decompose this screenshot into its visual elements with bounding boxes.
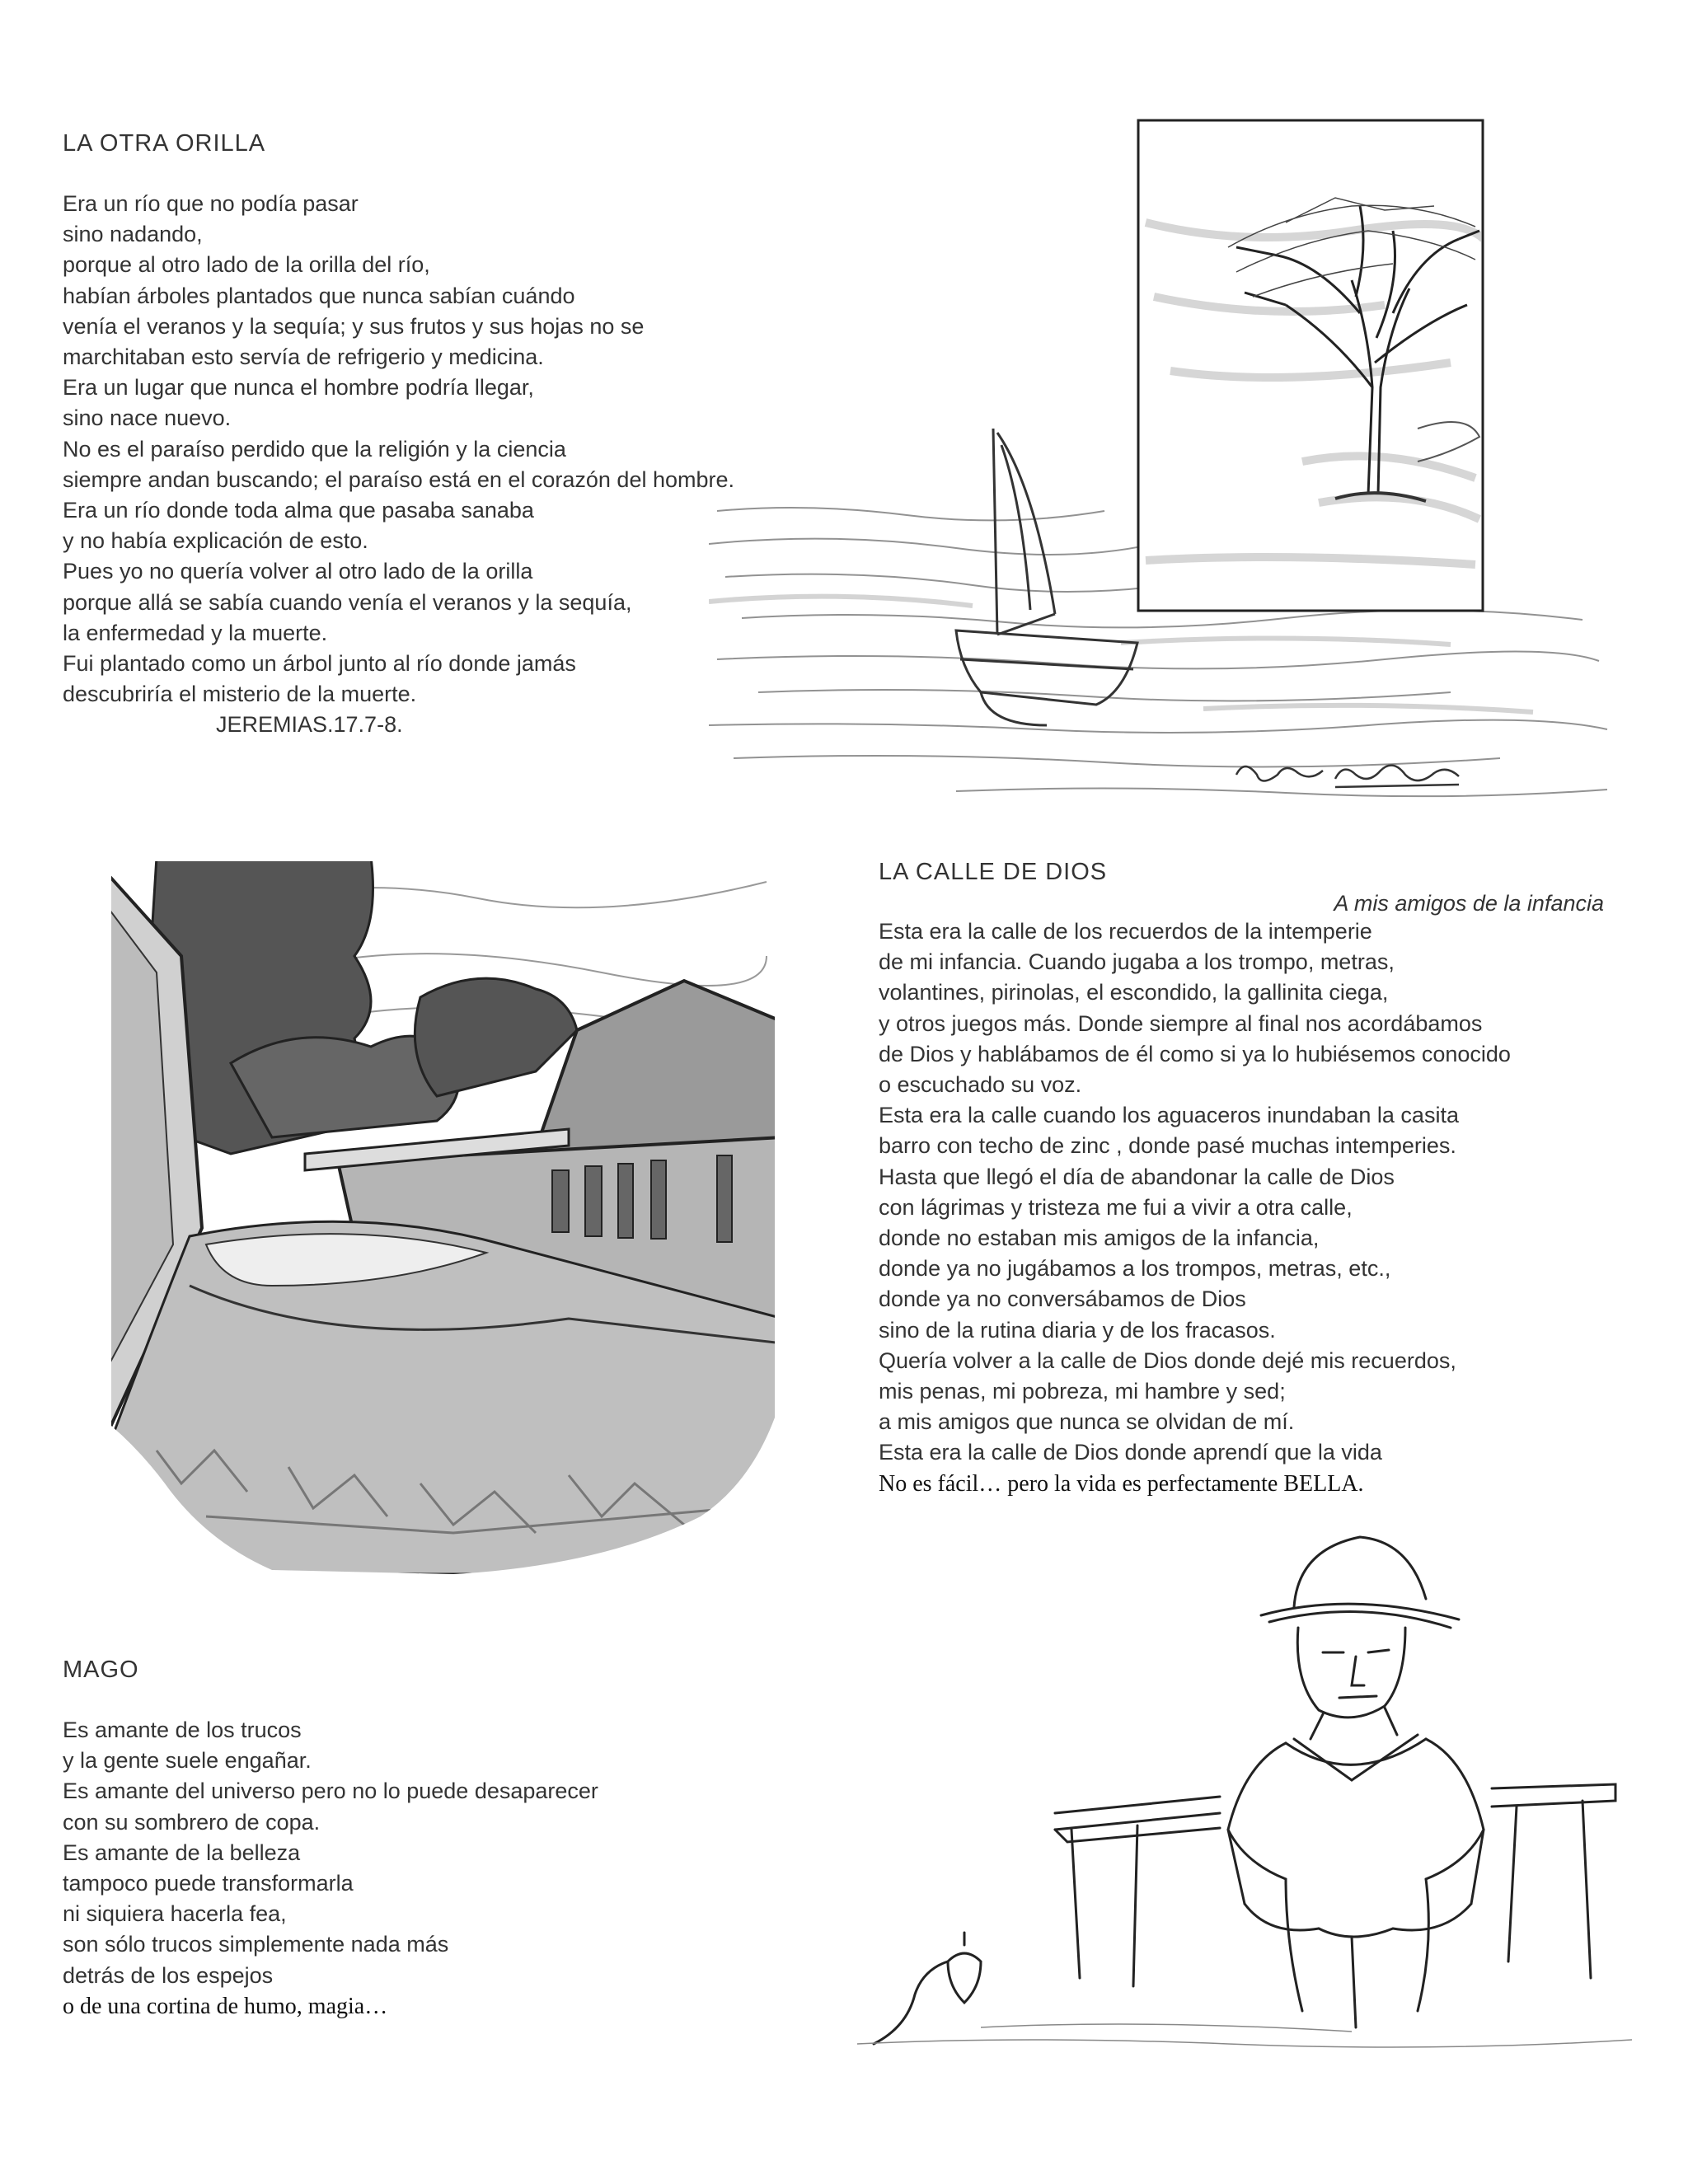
poem-line: Es amante de la belleza <box>63 1840 301 1865</box>
poem-reference: JEREMIAS.17.7-8. <box>216 712 403 738</box>
sketch-street <box>107 857 783 1574</box>
poem-line: Esta era la calle de Dios donde aprendí que la vida <box>879 1440 1382 1465</box>
poem-line: Quería volver a la calle de Dios donde dejé mis recuerdos, <box>879 1347 1456 1373</box>
poem-line: de mi infancia. Cuando jugaba a los trompo, metras, <box>879 949 1395 975</box>
poem-line: Era un lugar que nunca el hombre podría llegar, <box>63 375 534 401</box>
poem-line: mis penas, mi pobreza, mi hambre y sed; <box>879 1379 1286 1404</box>
poem-title: LA CALLE DE DIOS <box>879 859 1108 885</box>
poem-line: habían árboles plantados que nunca sabían cuándo <box>63 283 575 308</box>
poem-body <box>63 1715 788 2022</box>
poem-line: Era un río que no podía pasar <box>63 191 359 216</box>
poem-last-line: No es fácil… pero la vida es perfectamente BELLA. <box>879 1470 1364 1497</box>
poem-line: a mis amigos que nunca se olvidan de mí. <box>879 1409 1295 1435</box>
poem-line: marchitaban esto servía de refrigerio y medicina. <box>63 344 544 370</box>
poem-line: o escuchado su voz. <box>879 1072 1082 1098</box>
poem-line: sino nace nuevo. <box>63 405 232 431</box>
poem-line: sino de la rutina diaria y de los fracasos. <box>879 1317 1276 1343</box>
poem-line: Es amante del universo pero no lo puede desaparecer <box>63 1779 598 1804</box>
poem-line: y no había explicación de esto. <box>63 528 368 554</box>
poem-body <box>879 916 1604 1499</box>
poem-line: Esta era la calle cuando los aguaceros inundaban la casita <box>879 1103 1459 1128</box>
poem-line: Fui plantado como un árbol junto al río donde jamás <box>63 651 576 677</box>
poem-line: con lágrimas y tristeza me fui a vivir a otra calle, <box>879 1194 1353 1220</box>
poem-line: donde ya no conversábamos de Dios <box>879 1286 1246 1312</box>
poem-line: Hasta que llegó el día de abandonar la calle de Dios <box>879 1164 1395 1189</box>
poem-line: venía el veranos y la sequía; y sus frutos y sus hojas no se <box>63 313 645 339</box>
poem-la-otra-orilla <box>63 130 788 741</box>
poem-line: sino nadando, <box>63 222 203 247</box>
sketch-man-bench <box>857 1516 1632 2060</box>
poem-line: Es amante de los trucos <box>63 1718 302 1742</box>
sketch-sailboat-tree <box>709 115 1615 824</box>
poem-line: tampoco puede transformarla <box>63 1871 354 1896</box>
poem-line: y otros juegos más. Donde siempre al final nos acordábamos <box>879 1010 1483 1036</box>
poem-line: porque allá se sabía cuando venía el veranos y la sequía, <box>63 589 632 615</box>
poem-line: donde ya no jugábamos a los trompos, metras, etc., <box>879 1256 1391 1282</box>
poem-line: barro con techo de zinc , donde pasé muchas intemperies. <box>879 1133 1456 1159</box>
poem-line: volantines, pirinolas, el escondido, la gallinita ciega, <box>879 980 1389 1005</box>
poem-body <box>63 189 788 741</box>
poem-line: Era un río donde toda alma que pasaba sanaba <box>63 498 534 523</box>
poem-line: Esta era la calle de los recuerdos de la intemperie <box>879 919 1372 944</box>
poem-title: LA OTRA ORILLA <box>63 130 266 157</box>
poem-line: No es el paraíso perdido que la religión y la ciencia <box>63 436 566 462</box>
poem-last-line: o de una cortina de humo, magia… <box>63 1993 388 2019</box>
poem-mago <box>63 1657 788 2022</box>
poem-line: de Dios y hablábamos de él como si ya lo hubiésemos conocido <box>879 1041 1511 1066</box>
poem-line: siempre andan buscando; el paraíso está en el corazón del hombre. <box>63 466 735 492</box>
poem-dedication: A mis amigos de la infancia <box>1334 891 1604 916</box>
poem-line: ni siquiera hacerla fea, <box>63 1901 287 1927</box>
poem-line: descubriría el misterio de la muerte. <box>63 682 417 707</box>
poem-line: son sólo trucos simplemente nada más <box>63 1932 449 1957</box>
poem-line: detrás de los espejos <box>63 1962 274 1988</box>
poem-line: y la gente suele engañar. <box>63 1748 312 1774</box>
poem-line: Pues yo no quería volver al otro lado de la orilla <box>63 559 533 584</box>
poem-la-calle-de-dios <box>879 859 1604 1499</box>
poem-line: donde no estaban mis amigos de la infancia, <box>879 1226 1320 1251</box>
poem-line: con su sombrero de copa. <box>63 1809 321 1835</box>
poem-line: porque al otro lado de la orilla del río, <box>63 252 430 278</box>
poem-title: MAGO <box>63 1657 139 1683</box>
poem-line: la enfermedad y la muerte. <box>63 620 328 645</box>
